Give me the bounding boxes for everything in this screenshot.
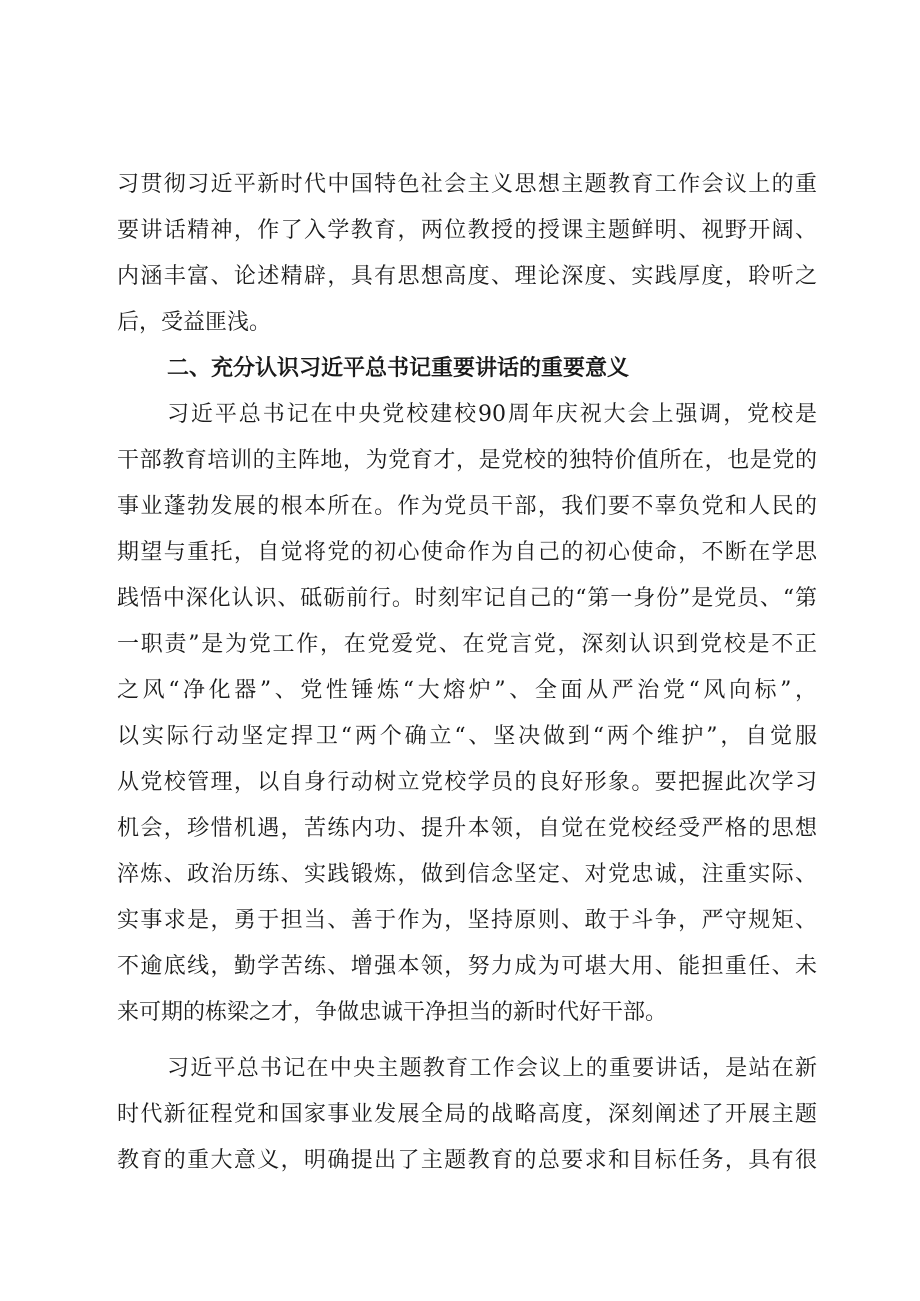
text-line: 机会，珍惜机遇，苦练内功、提升本领，自觉在党校经受严格的思想 — [117, 816, 817, 841]
text-line: 事业蓬勃发展的根本所在。作为党员干部，我们要不辜负党和人民的 — [117, 494, 817, 519]
text-line: 淬炼、政治历练、实践锻炼，做到信念坚定、对党忠诚，注重实际、 — [117, 862, 817, 887]
text-line: 习贯彻习近平新时代中国特色社会主义思想主题教育工作会议上的重 — [117, 172, 817, 197]
paragraph — [117, 392, 817, 1036]
text-line: 以实际行动坚定捍卫“两个确立“、坚决做到“两个维护”，自觉服 — [117, 724, 817, 749]
text-line: 践悟中深化认识、砥砺前行。时刻牢记自己的“第一身份”是党员、“第 — [117, 586, 817, 611]
text-line: 习近平总书记在中央党校建校90周年庆祝大会上强调，党校是 — [167, 402, 817, 427]
text-line: 期望与重托，自觉将党的初心使命作为自己的初心使命，不断在学思 — [117, 540, 817, 565]
paragraph — [117, 162, 817, 346]
text-line: 来可期的栋梁之才，争做忠诚干净担当的新时代好干部。 — [117, 1000, 668, 1025]
text-line: 干部教育培训的主阵地，为党育才，是党校的独特价值所在，也是党的 — [117, 448, 817, 473]
paragraph-gap — [117, 1036, 817, 1046]
text-line: 实事求是，勇于担当、善于作为，坚持原则、敢于斗争，严守规矩、 — [117, 908, 817, 933]
text-line: 要讲话精神，作了入学教育，两位教授的授课主题鲜明、视野开阔、 — [117, 218, 817, 243]
text-line: 不逾底线，勤学苦练、增强本领，努力成为可堪大用、能担重任、未 — [117, 954, 817, 979]
text-line: 内涵丰富、论述精辟，具有思想高度、理论深度、实践厚度，聆听之 — [117, 264, 817, 289]
text-line: 后，受益匪浅。 — [117, 310, 272, 335]
document-body — [117, 162, 817, 1184]
text-line: 时代新征程党和国家事业发展全局的战略高度，深刻阐述了开展主题 — [117, 1102, 817, 1127]
text-line: 习近平总书记在中央主题教育工作会议上的重要讲话，是站在新 — [167, 1056, 817, 1081]
text-line: 一职责”是为党工作，在党爱党、在党言党，深刻认识到党校是不正 — [117, 632, 817, 657]
section-heading: 二、充分认识习近平总书记重要讲话的重要意义 — [167, 356, 630, 381]
text-line: 教育的重大意义，明确提出了主题教育的总要求和目标任务，具有很 — [117, 1148, 817, 1173]
paragraph — [117, 1046, 817, 1184]
text-line: 之风“净化器”、党性锤炼“大熔炉”、全面从严治党“风向标”， — [117, 678, 817, 703]
text-line: 从党校管理，以自身行动树立党校学员的良好形象。要把握此次学习 — [117, 770, 817, 795]
